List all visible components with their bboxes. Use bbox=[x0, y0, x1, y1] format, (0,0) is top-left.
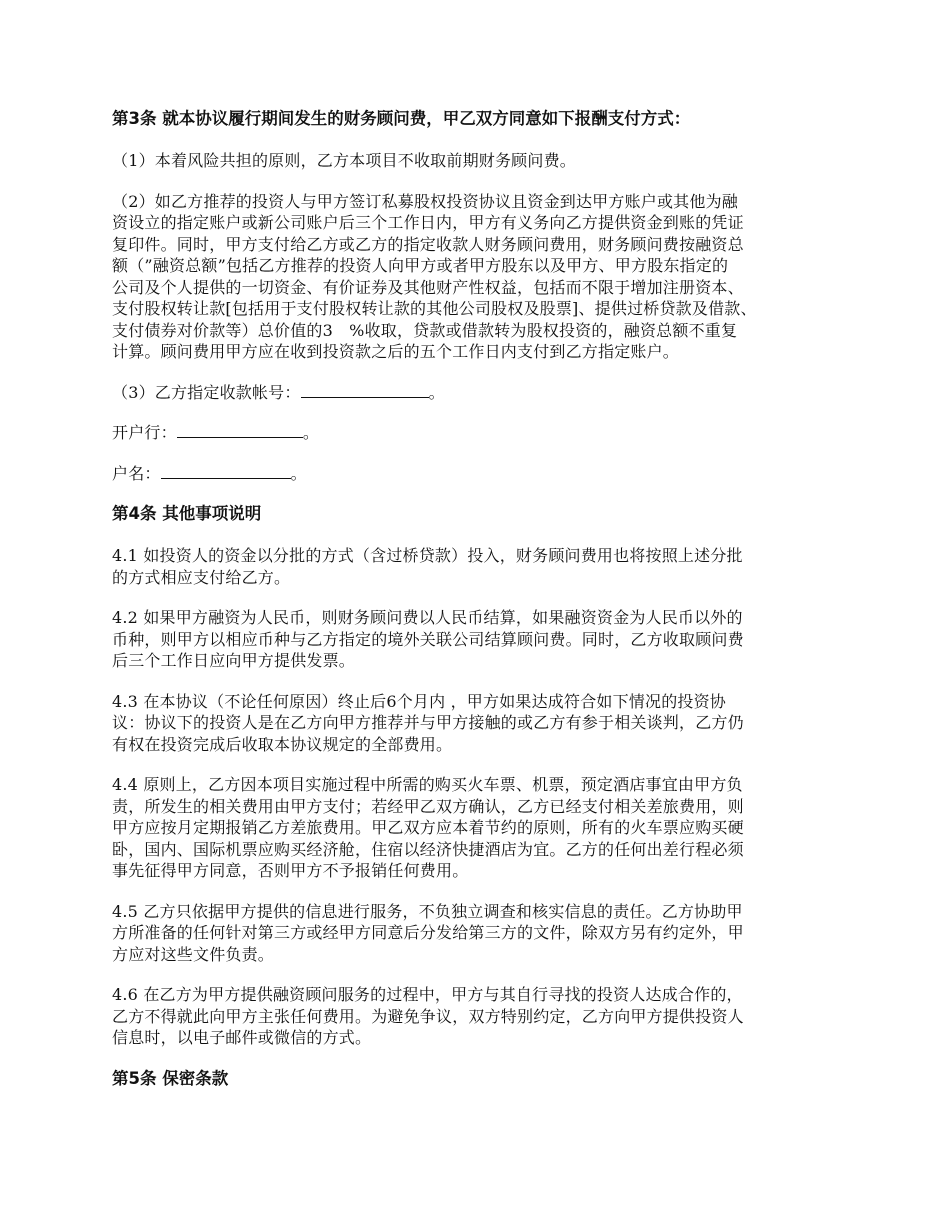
account-number-end: 。 bbox=[428, 382, 445, 402]
clause-4-3: 4.3 在本协议（不论任何原因）终止后6个月内 ，甲方如果达成符合如下情况的投资协 议：协议下的投资人是在乙方向甲方推荐并与甲方接触的或乙方有参于相关谈判，乙方仍 有权在投资完成后收取本协议规定的全部费用。 bbox=[112, 691, 744, 754]
article-3-heading: 第3条 就本协议履行期间发生的财务顾问费，甲乙双方同意如下报酬支付方式： bbox=[112, 109, 691, 128]
article-3-clause-1: （1）本着风险共担的原则，乙方本项目不收取前期财务顾问费。 bbox=[112, 151, 576, 170]
account-name-blank bbox=[161, 463, 291, 479]
bank-label: 开户行： bbox=[112, 423, 177, 442]
article-5-heading: 第5条 保密条款 bbox=[112, 1068, 229, 1088]
account-number-line bbox=[112, 382, 852, 404]
clause-4-5: 4.5 乙方只依据甲方提供的信息进行服务，不负独立调查和核实信息的责任。乙方协助甲 方所准备的任何针对第三方或经甲方同意后分发给第三方的文件，除双方另有约定外，甲 方应对这些文件负责。 bbox=[112, 901, 744, 964]
account-name-line bbox=[112, 463, 852, 485]
account-number-blank bbox=[301, 382, 429, 398]
account-name-label: 户名： bbox=[112, 463, 161, 483]
article-3-clause-2: （2）如乙方推荐的投资人与甲方签订私募股权投资协议且资金到达甲方账户或其他为融 资设立的指定账户或新公司账户后三个工作日内，甲方有义务向乙方提供资金到账的凭证 复印件。同时，甲方支付给乙方或乙方的指定收款人财务顾问费用，财务顾问费按融资总 额（”融资总额”包括乙方推荐的投资人向甲方或者甲方股东以及甲方、甲方股东指定的 公司及个人提供的一切资金、有价证券及其他财产性权益，包括而不限于增加注册资本、 支付股权转让款[包括用于支付股权转让款的其他公司股权及股票]、提供过桥贷款及借款、 支付债券对价款等）总价值的3 %收取，贷款或借款转为股权投资的，融资总额不重复 计算。顾问费用甲方应在收到投资款之后的五个工作日内支付到乙方指定账户。 bbox=[112, 191, 757, 361]
bank-blank bbox=[177, 422, 303, 438]
clause-4-4: 4.4 原则上，乙方因本项目实施过程中所需的购买火车票、机票，预定酒店事宜由甲方负 责，所发生的相关费用由甲方支付；若经甲乙双方确认，乙方已经支付相关差旅费用，则 甲方应按月定期报销乙方差旅费用。甲乙双方应本着节约的原则，所有的火车票应购买硬 卧，国内、国际机票应购买经济舱，住宿以经济快捷酒店为宜。乙方的任何出差行程必须 事先征得甲方同意，否则甲方不予报销任何费用。 bbox=[112, 775, 744, 880]
clause-4-2: 4.2 如果甲方融资为人民币，则财务顾问费以人民币结算，如果融资资金为人民币以外的 币种，则甲方以相应币种与乙方指定的境外关联公司结算顾问费。同时，乙方收取顾问费 后三个工作日应向甲方提供发票。 bbox=[112, 608, 744, 670]
clause-4-6: 4.6 在乙方为甲方提供融资顾问服务的过程中，甲方与其自行寻找的投资人达成合作的， 乙方不得就此向甲方主张任何费用。为避免争议，双方特别约定，乙方向甲方提供投资人 信息时，以电子邮件或微信的方式。 bbox=[112, 985, 744, 1047]
bank-end: 。 bbox=[302, 423, 320, 442]
clause-4-1: 4.1 如投资人的资金以分批的方式（含过桥贷款）投入，财务顾问费用也将按照上述分批 的方式相应支付给乙方。 bbox=[112, 546, 743, 587]
article-4-heading: 第4条 其他事项说明 bbox=[112, 504, 262, 523]
account-number-label: （3）乙方指定收款帐号： bbox=[112, 382, 301, 402]
account-name-end: 。 bbox=[290, 463, 307, 483]
bank-line bbox=[112, 422, 852, 444]
document-page bbox=[112, 108, 852, 1110]
